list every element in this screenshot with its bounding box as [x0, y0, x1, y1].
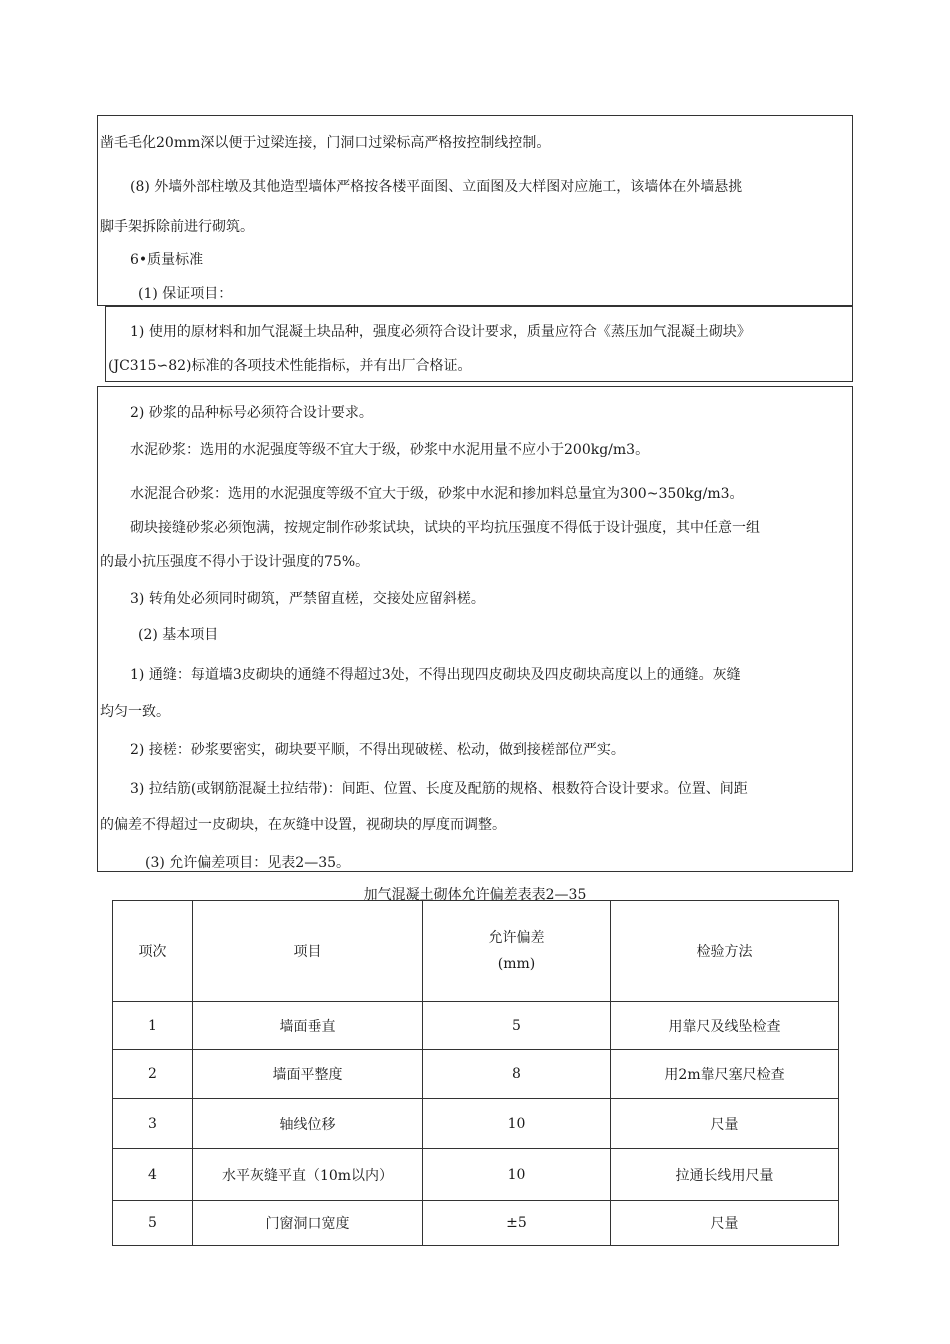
table-cell: 2: [113, 1050, 193, 1099]
paragraph-line: 2) 接槎：砂浆要密实，砌块要平顺，不得出现破槎、松动，做到接槎部位严实。: [130, 742, 625, 758]
header-cell: 项目: [193, 901, 423, 1002]
header-cell: [423, 901, 611, 1002]
table-cell: 1: [113, 1002, 193, 1050]
paragraph-line: 1) 使用的原材料和加气混凝土块品种，强度必须符合设计要求，质量应符合《蒸压加气混凝土砌块》: [130, 324, 751, 340]
table-caption: 加气混凝土砌体允许偏差表表2—35: [363, 887, 587, 903]
table-cell: 墙面平整度: [193, 1050, 423, 1099]
table-cell: 尺量: [611, 1099, 839, 1149]
paragraph-line: 3) 拉结筋(或钢筋混凝土拉结带)：间距、位置、长度及配筋的规格、根数符合设计要求。位置、间距: [130, 781, 748, 797]
table-cell: 5: [423, 1002, 611, 1050]
table-cell: 用2m靠尺塞尺检查: [611, 1050, 839, 1099]
table-row: [113, 1099, 839, 1149]
table-cell: 门窗洞口宽度: [193, 1201, 423, 1246]
table-row: [113, 1050, 839, 1099]
tolerance-table: [112, 900, 839, 1246]
paragraph-line: 水泥砂浆：选用的水泥强度等级不宜大于级，砂浆中水泥用量不应小于200kg/m3。: [130, 442, 650, 458]
paragraph-line: 3) 转角处必须同时砌筑，严禁留直槎，交接处应留斜槎。: [130, 591, 485, 607]
table-cell: 用靠尺及线坠检查: [611, 1002, 839, 1050]
table-row: [113, 1002, 839, 1050]
paragraph-line: 2) 砂浆的品种标号必须符合设计要求。: [130, 405, 373, 421]
paragraph-line: (8) 外墙外部柱墩及其他造型墙体严格按各楼平面图、立面图及大样图对应施工，该墙体在外墙悬挑: [130, 179, 743, 195]
table-cell: 水平灰缝平直（10m以内）: [193, 1149, 423, 1201]
table-cell: 10: [423, 1099, 611, 1149]
header-cell: 项次: [113, 901, 193, 1002]
table-cell: 4: [113, 1149, 193, 1201]
paragraph-line: 砌块接缝砂浆必须饱满，按规定制作砂浆试块，试块的平均抗压强度不得低于设计强度，其中任意一组: [130, 520, 760, 536]
header-cell-line: 允许偏差: [488, 930, 545, 946]
paragraph-line: (JC315∽82)标准的各项技术性能指标，并有出厂合格证。: [108, 358, 472, 374]
paragraph-line: 脚手架拆除前进行砌筑。: [100, 219, 254, 235]
table-cell: 拉通长线用尺量: [611, 1149, 839, 1201]
paragraph-line: 均匀一致。: [100, 704, 170, 720]
table-cell: 墙面垂直: [193, 1002, 423, 1050]
paragraph-line: 的偏差不得超过一皮砌块，在灰缝中设置，视砌块的厚度而调整。: [100, 817, 506, 833]
header-cell-unit: (mm): [497, 956, 536, 972]
paragraph-line: 水泥混合砂浆：选用的水泥强度等级不宜大于级，砂浆中水泥和掺加料总量宜为300~350kg/m3。: [130, 486, 744, 502]
table-cell: ±5: [423, 1201, 611, 1246]
paragraph-line: 的最小抗压强度不得小于设计强度的75%。: [100, 554, 370, 570]
table-cell: 3: [113, 1099, 193, 1149]
subsection-heading: (1) 保证项目：: [138, 286, 233, 302]
table-cell: 尺量: [611, 1201, 839, 1246]
subsection-heading: (3) 允许偏差项目：见表2—35。: [145, 855, 351, 871]
table-header-row: [113, 901, 839, 1002]
table-cell: 5: [113, 1201, 193, 1246]
table-cell: 10: [423, 1149, 611, 1201]
table-cell: 8: [423, 1050, 611, 1099]
subsection-heading: (2) 基本项目: [138, 627, 219, 643]
section-heading: 6•质量标准: [130, 252, 204, 268]
table-row: [113, 1149, 839, 1201]
paragraph-line: 1) 通缝：每道墙3皮砌块的通缝不得超过3处，不得出现四皮砌块及四皮砌块高度以上的通缝。灰缝: [130, 667, 741, 683]
paragraph-line: 凿毛毛化20mm深以便于过梁连接，门洞口过梁标高严格按控制线控制。: [100, 135, 551, 151]
table-row: [113, 1201, 839, 1246]
header-cell: 检验方法: [611, 901, 839, 1002]
table-cell: 轴线位移: [193, 1099, 423, 1149]
